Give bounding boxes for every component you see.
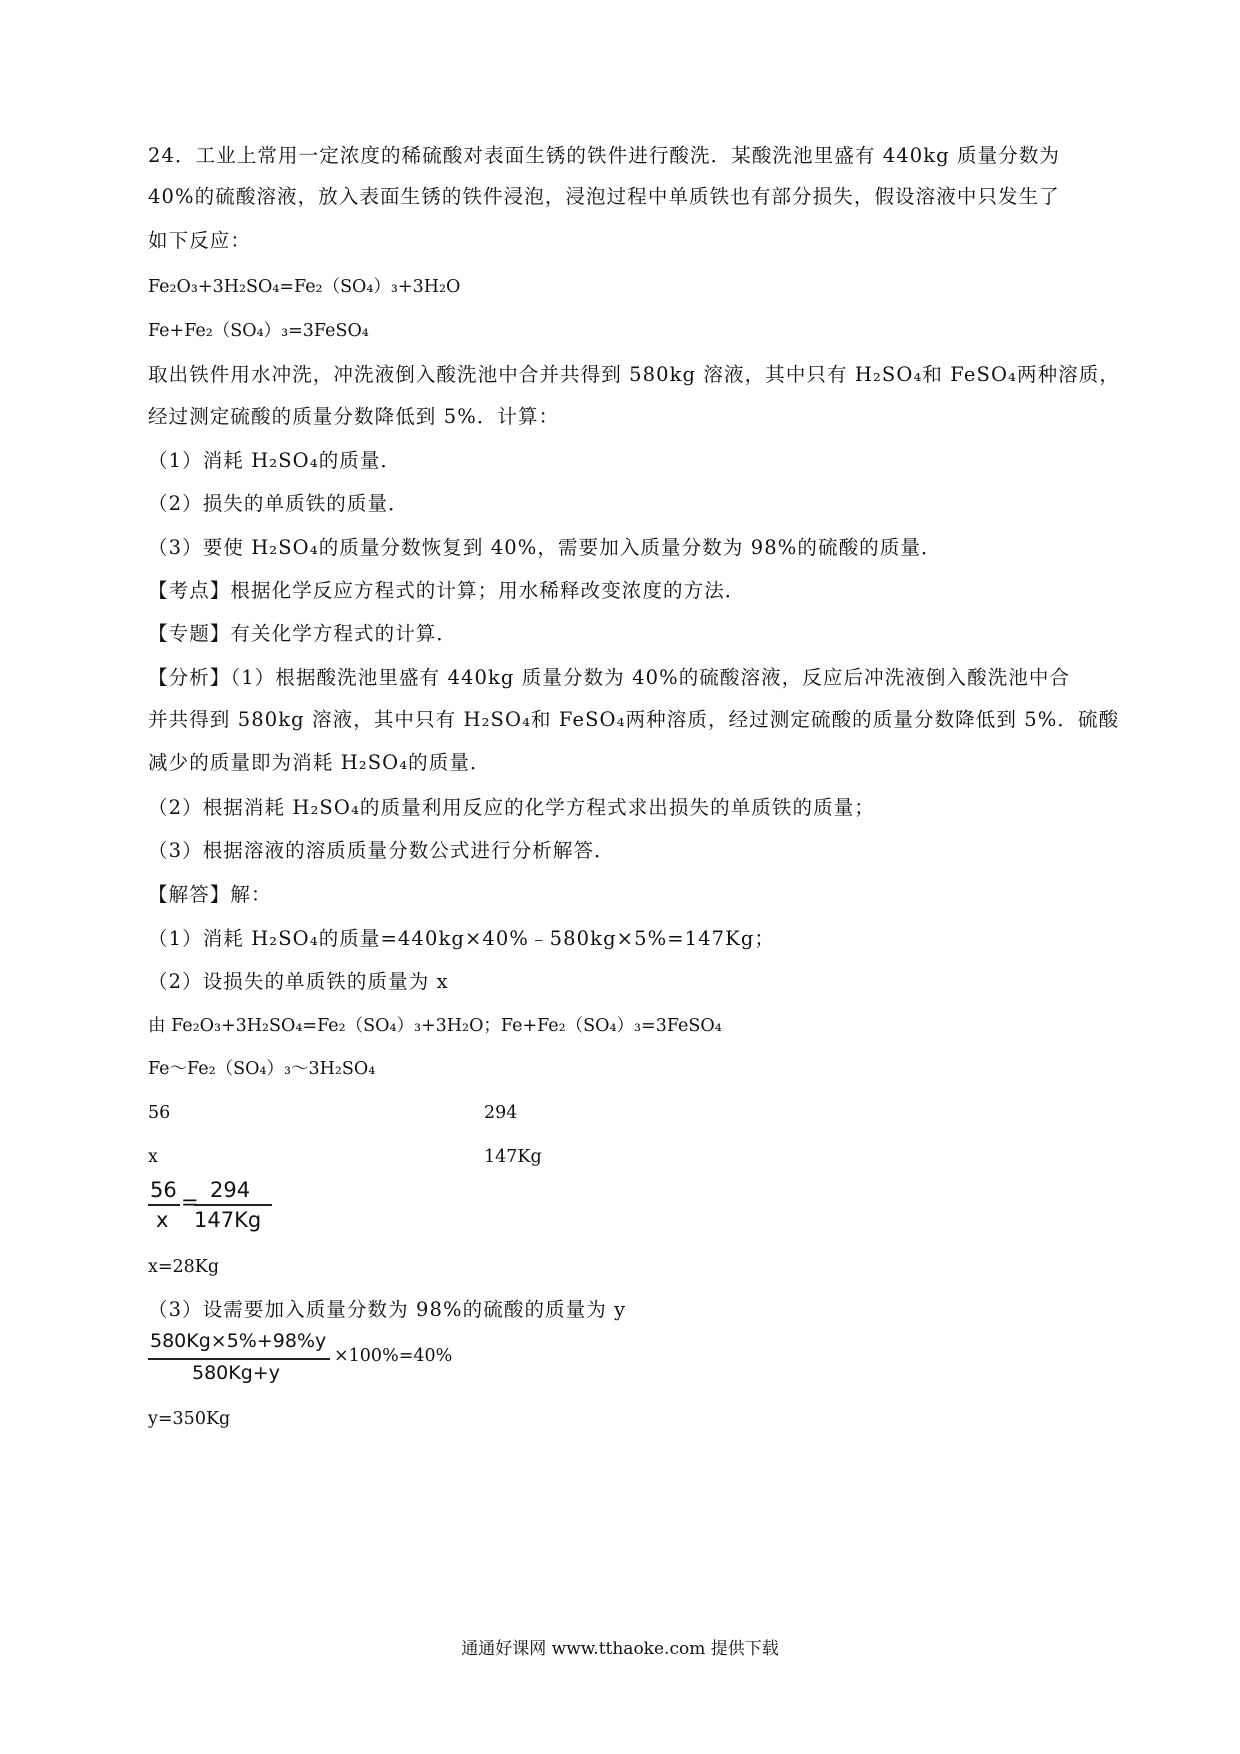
fraction-bar-right (194, 1204, 272, 1206)
sub-question-3: （3）要使 H₂SO₄的质量分数恢复到 40%，需要加入质量分数为 98%的硫酸的质量． (148, 536, 942, 559)
answer-line-2: （2）设损失的单质铁的质量为 x (148, 970, 449, 993)
mass-row-1 (148, 1099, 518, 1127)
fraction-denominator-right: 147Kg (194, 1208, 262, 1232)
fraction2-bar (148, 1358, 330, 1360)
zhuanti-line: 【专题】有关化学方程式的计算． (148, 622, 458, 645)
mass-row-2 (148, 1143, 542, 1171)
fraction2-suffix: ×100%=40% (334, 1346, 453, 1366)
question-line-5: 经过测定硫酸的质量分数降低到 5%．计算： (148, 405, 560, 428)
fraction2-denominator: 580Kg+y (192, 1362, 280, 1384)
mass-row-2-left: x (148, 1147, 158, 1167)
question-line-4: 取出铁件用水冲洗，冲洗液倒入酸洗池中合并共得到 580kg 溶液，其中只有 H₂SO₄和 FeSO₄两种溶质， (148, 363, 1120, 386)
answer-line-1: （1）消耗 H₂SO₄的质量=440kg×40%﹣580kg×5%=147Kg； (148, 927, 776, 950)
kaodian-line: 【考点】根据化学反应方程式的计算；用水稀释改变浓度的方法． (148, 579, 746, 602)
concentration-fraction (148, 1330, 468, 1390)
reaction-equation-2: Fe+Fe₂（SO₄）₃=3FeSO₄ (148, 321, 369, 341)
fraction-bar-left (148, 1204, 180, 1206)
reaction-equation-1: Fe₂O₃+3H₂SO₄=Fe₂（SO₄）₃+3H₂O (148, 277, 461, 297)
fraction-numerator-left: 56 (150, 1178, 177, 1202)
answer-line-3: （3）设需要加入质量分数为 98%的硫酸的质量为 y (148, 1298, 627, 1321)
answer-title: 【解答】解： (148, 883, 272, 906)
page-footer: 通通好课网 www.tthaoke.com 提供下载 (461, 1639, 779, 1659)
x-result: x=28Kg (148, 1257, 220, 1277)
analysis-line-3: 减少的质量即为消耗 H₂SO₄的质量． (148, 751, 491, 774)
fraction2-numerator: 580Kg×5%+98%y (150, 1330, 327, 1352)
mass-row-2-right: 147Kg (484, 1147, 542, 1167)
y-result: y=350Kg (148, 1409, 231, 1429)
analysis-line-2: 并共得到 580kg 溶液，其中只有 H₂SO₄和 FeSO₄两种溶质，经过测定硫酸的质量分数降低到 5%．硫酸 (148, 708, 1120, 731)
fraction-numerator-right: 294 (210, 1178, 251, 1202)
analysis-line-5: （3）根据溶液的溶质质量分数公式进行分析解答． (148, 839, 615, 862)
answer-equations: 由 Fe₂O₃+3H₂SO₄=Fe₂（SO₄）₃+3H₂O；Fe+Fe₂（SO₄）₃=3FeSO₄ (148, 1016, 722, 1036)
question-line-2: 40%的硫酸溶液，放入表面生锈的铁件浸泡，浸泡过程中单质铁也有部分损失，假设溶液中只发生了 (148, 185, 1060, 208)
question-line-1: 24．工业上常用一定浓度的稀硫酸对表面生锈的铁件进行酸洗．某酸洗池里盛有 440kg 质量分数为 (148, 144, 1061, 167)
fraction-equals: = (181, 1190, 199, 1214)
mass-row-1-right: 294 (484, 1103, 518, 1123)
fraction-denominator-left: x (156, 1208, 169, 1232)
answer-relation: Fe～Fe₂（SO₄）₃～3H₂SO₄ (148, 1059, 376, 1079)
proportion-fraction (148, 1178, 288, 1238)
analysis-line-1: 【分析】（1）根据酸洗池里盛有 440kg 质量分数为 40%的硫酸溶液，反应后冲洗液倒入酸洗池中合 (148, 666, 1071, 689)
question-line-3: 如下反应： (148, 229, 252, 252)
sub-question-1: （1）消耗 H₂SO₄的质量． (148, 449, 402, 472)
sub-question-2: （2）损失的单质铁的质量． (148, 492, 409, 515)
mass-row-1-left: 56 (148, 1103, 171, 1123)
analysis-line-4: （2）根据消耗 H₂SO₄的质量利用反应的化学方程式求出损失的单质铁的质量； (148, 796, 875, 819)
